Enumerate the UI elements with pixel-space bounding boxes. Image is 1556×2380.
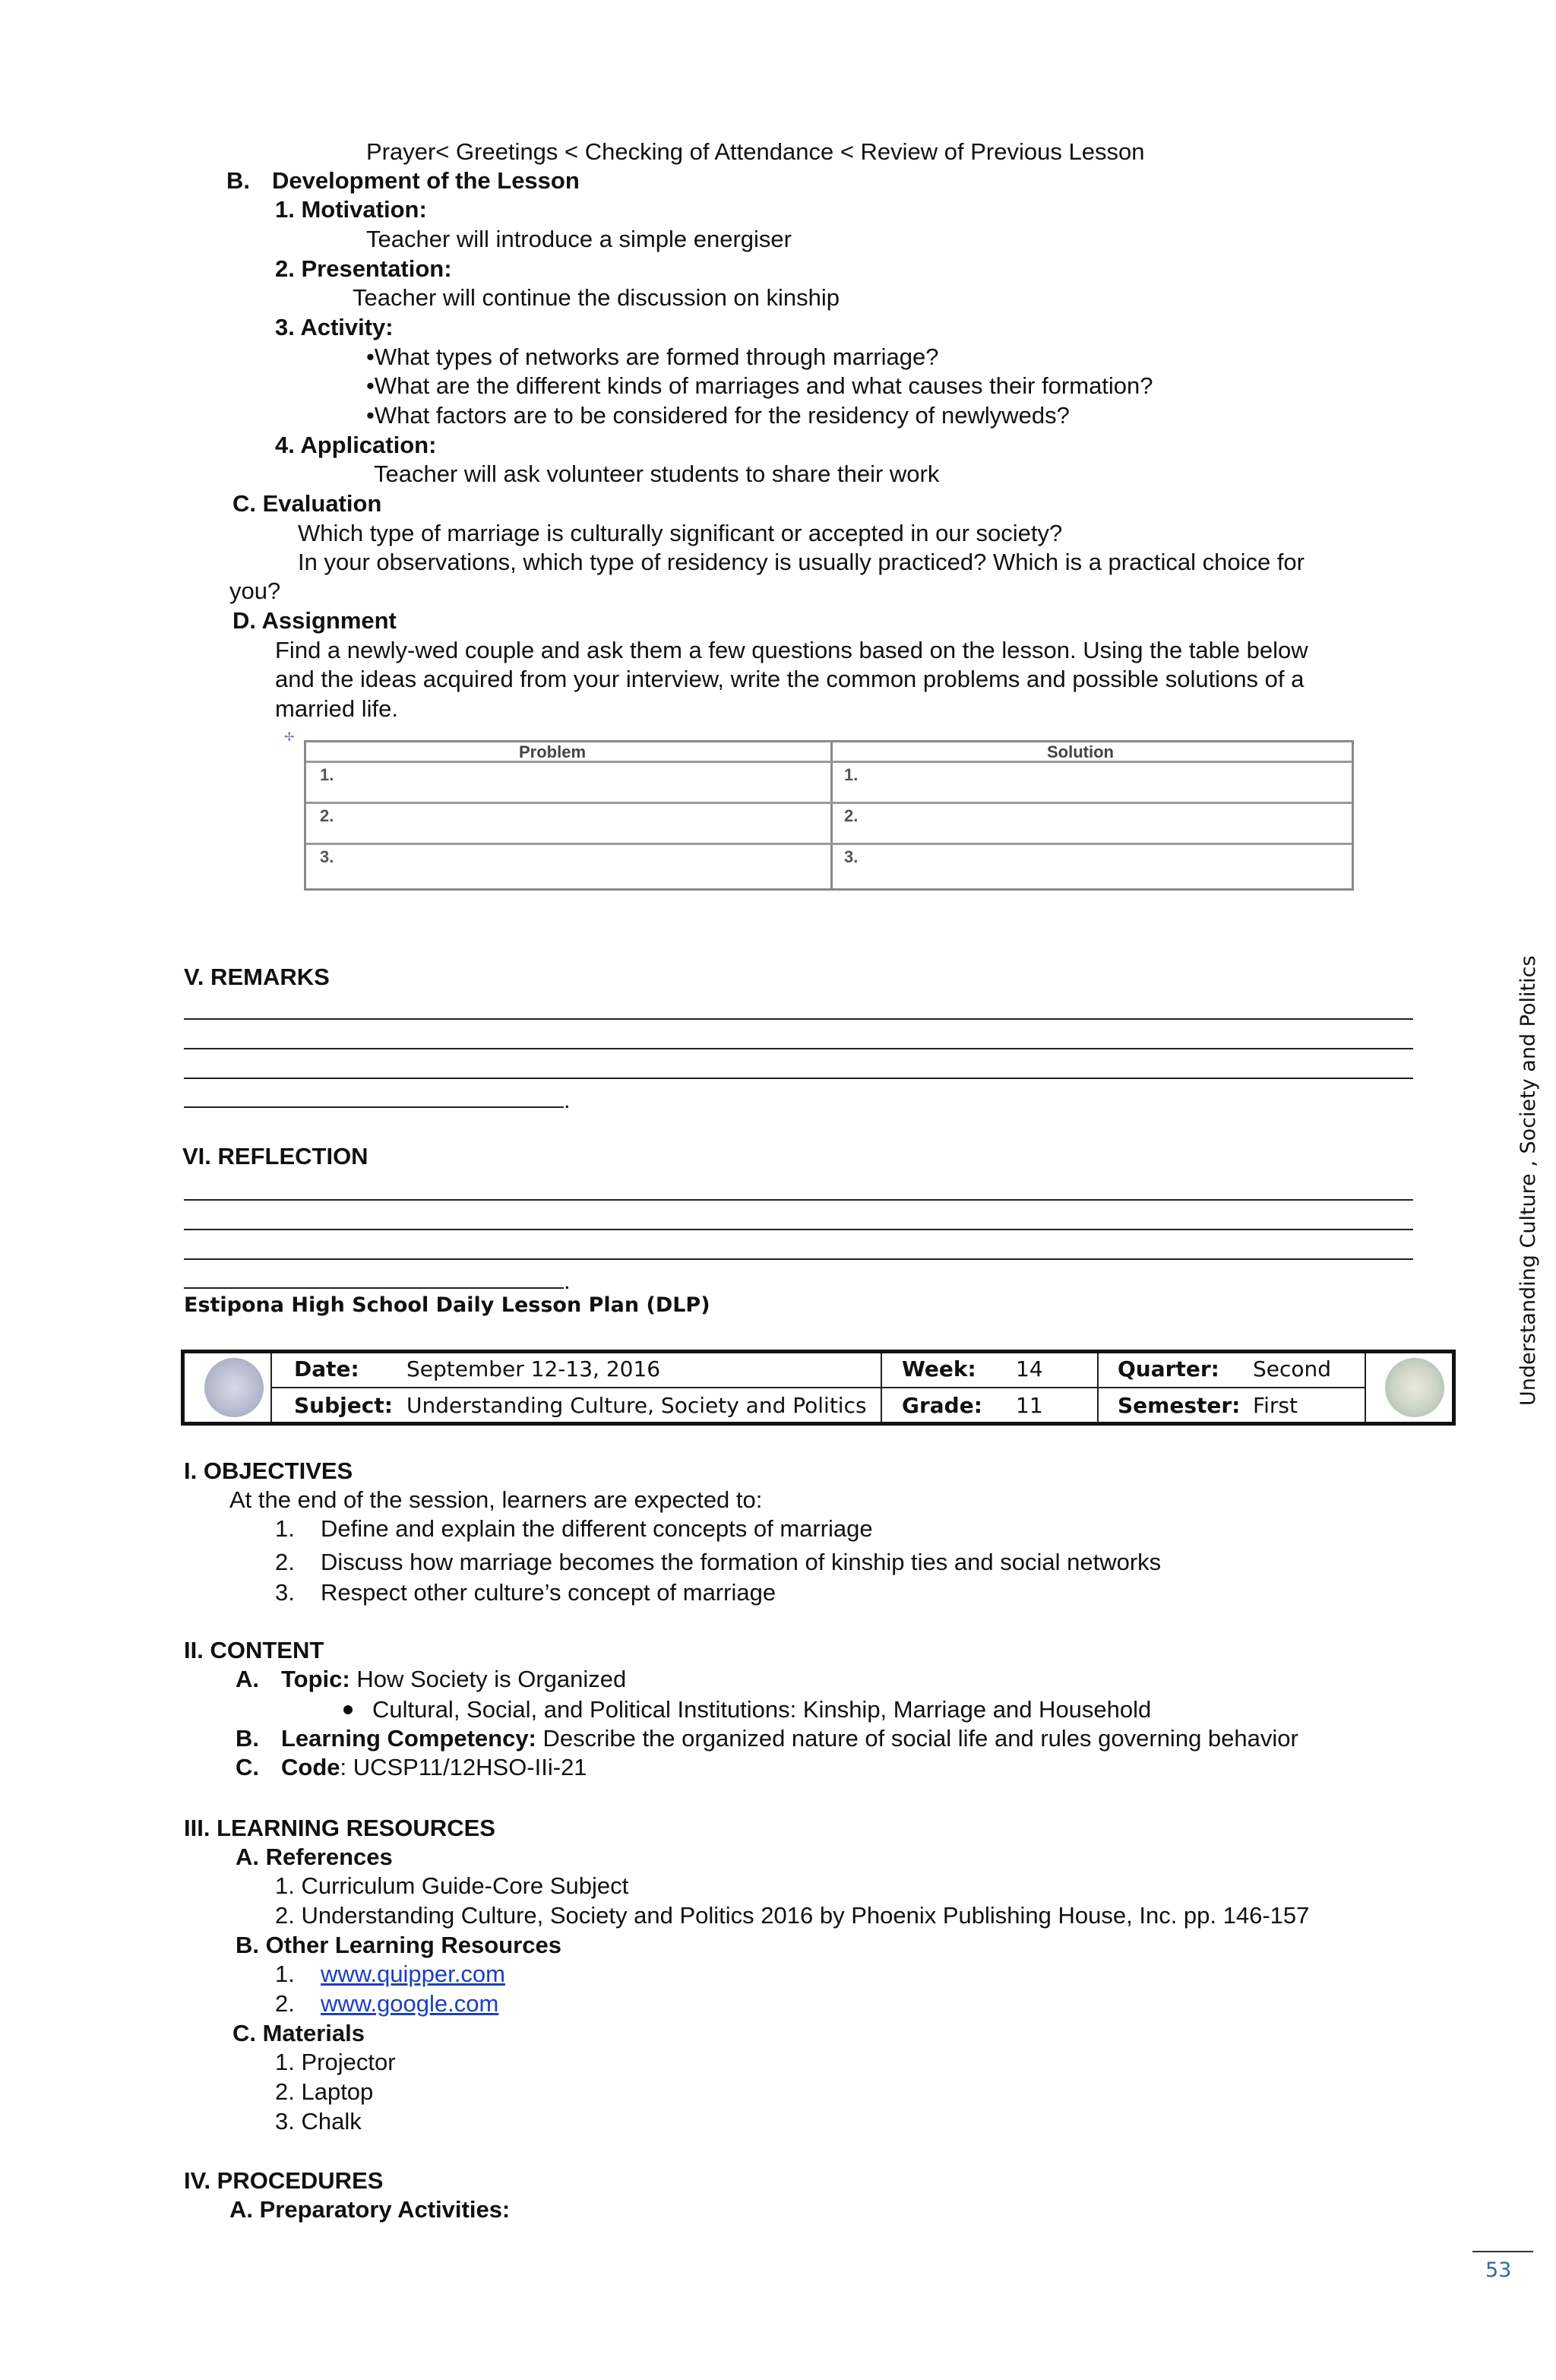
week-label: Week: [902, 1356, 976, 1381]
table-divider [830, 742, 833, 888]
references-heading: A. References [236, 1844, 393, 1870]
materials-heading: C. Materials [232, 2020, 365, 2046]
quipper-link[interactable]: www.quipper.com [321, 1961, 505, 1987]
grade-label: Grade: [902, 1393, 982, 1418]
reflection-line [184, 1287, 564, 1289]
table-row-rule [306, 843, 1352, 845]
presentation-heading: 2. Presentation: [275, 255, 452, 282]
objective-number: 3. [275, 1579, 295, 1606]
table-cell: 3. [844, 847, 859, 866]
info-row-rule [270, 1387, 1365, 1388]
competency-label: Learning Competency: [281, 1725, 536, 1752]
remarks-line [184, 1078, 1413, 1079]
topic-subitem: Cultural, Social, and Political Institutions: Kinship, Marriage and Household [372, 1696, 1152, 1723]
topic-text: How Society is Organized [356, 1666, 627, 1692]
objective-text: Define and explain the different concepts of marriage [321, 1515, 873, 1542]
objective-number: 1. [275, 1515, 295, 1542]
google-link[interactable]: www.google.com [321, 1990, 499, 2017]
table-cell: 3. [320, 847, 334, 866]
bullet-icon [343, 1705, 353, 1714]
subject-label: Subject: [294, 1393, 393, 1418]
content-letter: B. [236, 1725, 259, 1752]
table-cell: 1. [844, 765, 859, 784]
activity-item: •What factors are to be considered for the residency of newlyweds? [366, 402, 1070, 429]
link-number: 1. [275, 1961, 295, 1987]
table-cell: 2. [844, 806, 859, 825]
material-item: 3. Chalk [275, 2108, 362, 2135]
content-letter: A. [236, 1666, 259, 1692]
table-row-rule [306, 802, 1352, 804]
reflection-end-period: . [564, 1268, 571, 1294]
motivation-text: Teacher will introduce a simple energiser [366, 226, 792, 252]
deped-seal-icon [204, 1358, 264, 1417]
reflection-line [184, 1199, 1413, 1201]
content-letter: C. [236, 1754, 259, 1780]
development-letter: B. [226, 167, 250, 194]
school-seal-icon [1385, 1358, 1444, 1417]
application-text: Teacher will ask volunteer students to share their work [374, 460, 940, 487]
assignment-heading: D. Assignment [232, 607, 397, 634]
reflection-heading: VI. REFLECTION [182, 1143, 368, 1169]
table-header-rule [306, 761, 1352, 763]
development-heading: Development of the Lesson [272, 167, 580, 194]
table-anchor-icon: ✢ [284, 731, 295, 744]
resources-heading: III. LEARNING RESOURCES [184, 1815, 495, 1841]
remarks-line [184, 1106, 564, 1108]
content-heading: II. CONTENT [184, 1637, 324, 1663]
presentation-text: Teacher will continue the discussion on kinship [353, 284, 840, 311]
link-number: 2. [275, 1990, 295, 2017]
week-value: 14 [1016, 1356, 1043, 1381]
application-heading: 4. Application: [275, 432, 437, 458]
remarks-end-period: . [564, 1087, 571, 1113]
table-cell: 2. [320, 806, 334, 825]
material-item: 1. Projector [275, 2049, 396, 2075]
assignment-text: married life. [275, 695, 398, 722]
quarter-value: Second [1253, 1356, 1332, 1381]
page-number-rule [1472, 2251, 1533, 2252]
code-line [281, 1755, 587, 1779]
remarks-heading: V. REMARKS [184, 964, 330, 990]
topic-line [281, 1667, 626, 1691]
activity-heading: 3. Activity: [275, 314, 394, 340]
objectives-intro: At the end of the session, learners are expected to: [229, 1486, 763, 1513]
reflection-line [184, 1229, 1413, 1230]
remarks-line [184, 1048, 1413, 1049]
objective-text: Respect other culture’s concept of marriage [321, 1579, 776, 1606]
info-divider [1365, 1353, 1366, 1422]
evaluation-question: In your observations, which type of residency is usually practiced? Which is a practical choice for [298, 549, 1305, 575]
objective-text: Discuss how marriage becomes the formation of kinship ties and social networks [321, 1549, 1162, 1575]
motivation-heading: 1. Motivation: [275, 196, 427, 223]
other-resources-heading: B. Other Learning Resources [236, 1932, 561, 1958]
date-value: September 12-13, 2016 [406, 1356, 661, 1381]
side-running-title: Understanding Culture , Society and Politics [1516, 955, 1540, 1406]
assignment-text: and the ideas acquired from your interview, write the common problems and possible solutions of a [275, 666, 1305, 692]
problem-solution-table [304, 740, 1354, 891]
preparatory-heading: A. Preparatory Activities: [229, 2196, 511, 2223]
date-label: Date: [294, 1356, 359, 1381]
competency-line [281, 1726, 1298, 1750]
quarter-label: Quarter: [1118, 1356, 1219, 1381]
evaluation-question-cont: you? [229, 578, 281, 604]
activity-item: •What types of networks are formed through marriage? [366, 343, 939, 370]
semester-value: First [1253, 1393, 1298, 1418]
competency-text: Describe the organized nature of social life and rules governing behavior [542, 1725, 1298, 1752]
table-header-problem: Problem [519, 742, 587, 761]
table-cell: 1. [320, 765, 334, 784]
evaluation-question: Which type of marriage is culturally significant or accepted in our society? [298, 520, 1063, 546]
activity-item: •What are the different kinds of marriages and what causes their formation? [366, 372, 1153, 399]
assignment-text: Find a newly-wed couple and ask them a few questions based on the lesson. Using the table below [275, 637, 1308, 663]
subject-value: Understanding Culture, Society and Politics [406, 1393, 867, 1418]
evaluation-heading: C. Evaluation [232, 490, 382, 517]
grade-value: 11 [1016, 1393, 1043, 1418]
remarks-line [184, 1018, 1413, 1020]
semester-label: Semester: [1118, 1393, 1241, 1418]
reference-item: 1. Curriculum Guide-Core Subject [275, 1872, 629, 1899]
reflection-line [184, 1258, 1413, 1260]
objective-number: 2. [275, 1549, 295, 1575]
code-label: Code [281, 1754, 340, 1780]
objectives-heading: I. OBJECTIVES [184, 1457, 353, 1484]
lesson-info-header [181, 1350, 1456, 1426]
topic-label: Topic: [281, 1666, 350, 1692]
procedures-heading: IV. PROCEDURES [184, 2167, 384, 2194]
dlp-title: Estipona High School Daily Lesson Plan (DLP) [184, 1293, 710, 1317]
code-text: : UCSP11/12HSO-IIi-21 [340, 1754, 587, 1780]
material-item: 2. Laptop [275, 2078, 374, 2105]
table-header-solution: Solution [1047, 742, 1114, 761]
preparatory-sequence: Prayer< Greetings < Checking of Attendance < Review of Previous Lesson [366, 138, 1145, 165]
page-number: 53 [1485, 2258, 1512, 2282]
reference-item: 2. Understanding Culture, Society and Politics 2016 by Phoenix Publishing House, Inc. pp. 146-157 [275, 1902, 1310, 1929]
